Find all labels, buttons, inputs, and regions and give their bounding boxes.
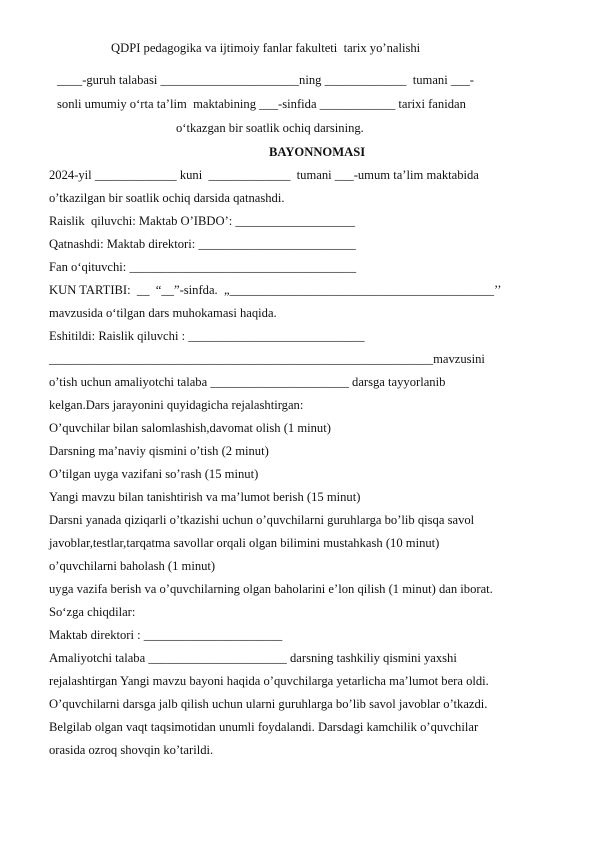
plan-item-6: o’quvchilarni baholash (1 minut): [49, 559, 216, 573]
heard-line: Eshitildi: Raislik qiluvchi : ____________________________: [49, 329, 365, 343]
body-line-25: Belgilab olgan vaqt taqsimotidan unumli foydalandi. Darsdagi kamchilik o’quvchilar: [49, 720, 479, 734]
body-line-2: o’tkazilgan bir soatlik ochiq darsida qatnashdi.: [49, 191, 285, 205]
plan-item-5: Darsni yanada qiziqarli o’tkazishi uchun o’quvchilarni guruhlarga bo’lib qisqa savol: [49, 513, 475, 527]
body-line-7: mavzusida o‘tilgan dars muhokamasi haqida.: [49, 306, 277, 320]
plan-item-3: O’tilgan uyga vazifani so’rash (15 minut): [49, 467, 259, 481]
body-line-10: o’tish uchun amaliyotchi talaba ______________________ darsga tayyorlanib: [49, 375, 446, 389]
teacher-line: Fan o‘qituvchi: ____________________________________: [49, 260, 357, 274]
plan-item-7: uyga vazifa berish va o’quvchilarning olgan baholarini e’lon qilish (1 minut) dan iborat.: [49, 582, 493, 596]
plan-item-2: Darsning ma’naviy qismini o’tish (2 minut): [49, 444, 269, 458]
body-line-26: orasida ozroq shovqin ko’tarildi.: [49, 743, 214, 757]
body-line-23: rejalashtirgan Yangi mavzu bayoni haqida o’quvchilarga yetarlicha ma’lumot bera oldi.: [49, 674, 489, 688]
body-line-11: kelgan.Dars jarayonini quyidagicha rejalashtirgan:: [49, 398, 304, 412]
school-line: sonli umumiy o‘rta ta’lim maktabining ___-sinfida ____________ tarixi fanidan: [57, 97, 466, 111]
student-line: ____-guruh talabasi ______________________ning _____________ tumani ___-: [57, 73, 474, 87]
agenda-line: KUN TARTIBI: __ “__”-sinfda. „__________________________________________’’: [49, 283, 502, 297]
body-line-22: Amaliyotchi talaba ______________________ darsning tashkiliy qismini yaxshi: [49, 651, 457, 665]
faculty-line: QDPI pedagogika va ijtimoiy fanlar fakulteti tarix yo’nalishi: [111, 41, 421, 55]
page-title: BAYONNOMASI: [269, 145, 366, 159]
plan-item-5-cont: javoblar,testlar,tarqatma savollar orqali olgan bilimini mustahkash (10 minut): [49, 536, 440, 550]
lesson-line: o‘tkazgan bir soatlik ochiq darsining.: [176, 121, 364, 135]
chair-line: Raislik qiluvchi: Maktab O’IBDO’: ___________________: [49, 214, 356, 228]
director-line: Maktab direktori : ______________________: [49, 628, 283, 642]
plan-item-4: Yangi mavzu bilan tanishtirish va ma’lumot berish (15 minut): [49, 490, 361, 504]
body-line-9: _____________________________________________________________mavzusini: [49, 352, 485, 366]
plan-item-1: O’quvchilar bilan salomlashish,davomat olish (1 minut): [49, 421, 331, 435]
attendees-line: Qatnashdi: Maktab direktori: _________________________: [49, 237, 356, 251]
speakers-heading: So‘zga chiqdilar:: [49, 605, 136, 619]
body-line-1: 2024-yil _____________ kuni _____________ tumani ___-umum ta’lim maktabida: [49, 168, 479, 182]
body-line-24: O’quvchilarni darsga jalb qilish uchun ularni guruhlarga bo’lib savol javoblar o’tkazdi.: [49, 697, 488, 711]
